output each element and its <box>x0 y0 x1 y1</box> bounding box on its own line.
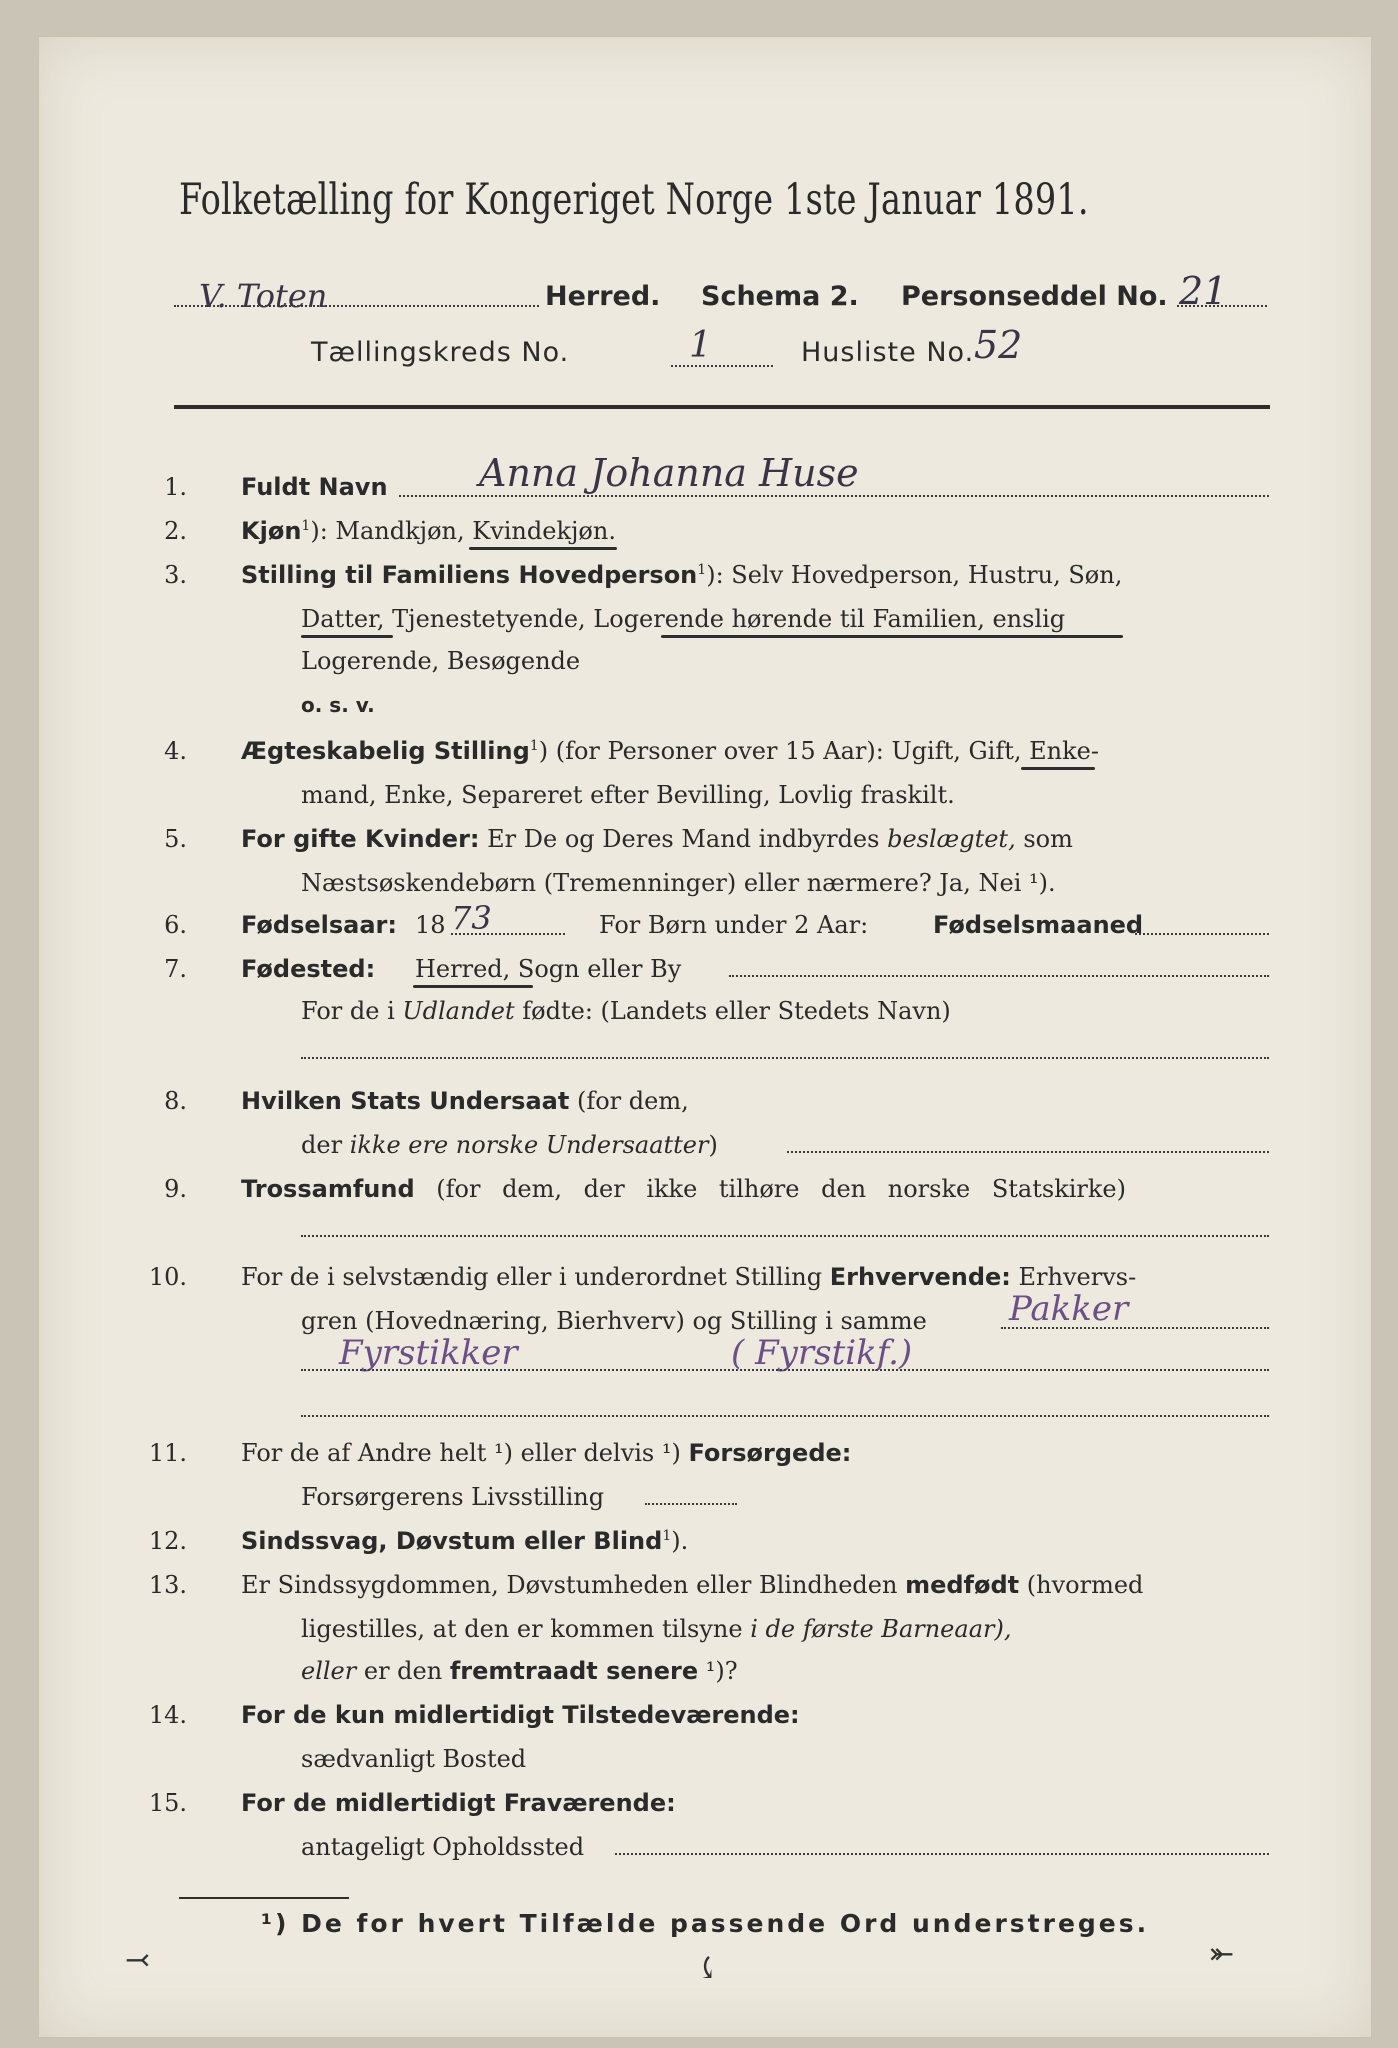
q8-line2a: der <box>301 1131 343 1159</box>
q11-number: 11. <box>148 1439 187 1467</box>
registration-mark-center: ⤹ <box>695 1951 721 1986</box>
q13-line1 <box>241 1571 1143 1599</box>
q12-number: 12. <box>148 1527 187 1555</box>
herred-value: V. Toten <box>199 277 328 315</box>
q5-line1a: Er De og Deres Mand indbyrdes <box>487 825 880 853</box>
q15-number: 15. <box>148 1789 187 1817</box>
personseddel-value: 21 <box>1179 269 1228 313</box>
taellingskreds-dotted-line <box>671 365 773 367</box>
q5-line1c: som <box>1023 825 1073 853</box>
q11-line2: Forsørgerens Livsstilling <box>301 1483 605 1511</box>
q3-footnote-ref: 1 <box>697 562 707 578</box>
q7-dotted-line <box>729 975 1269 977</box>
registration-mark-right: ⤜ <box>1209 1937 1235 1972</box>
q12-end: ). <box>671 1527 689 1555</box>
q10-dotted-line-1 <box>1001 1327 1269 1329</box>
q9-dotted-line <box>301 1235 1269 1237</box>
q12-line <box>241 1527 688 1555</box>
q10-line1 <box>241 1263 1136 1291</box>
q13-line1a: Er Sindssygdommen, Døvstumheden eller Blindheden <box>241 1571 898 1599</box>
q1-name-value: Anna Johanna Huse <box>479 451 859 495</box>
q3-label: Stilling til Familiens Hovedperson <box>241 561 698 589</box>
taellingskreds-value: 1 <box>689 325 712 366</box>
taellingskreds-label: Tællingskreds No. <box>311 337 570 368</box>
q13-line3c: fremtraadt senere <box>449 1657 699 1685</box>
q15-label: For de midlertidigt Fraværende: <box>241 1789 676 1817</box>
q6-year-dotted-line <box>451 933 565 935</box>
q7-label: Fødested: <box>241 955 376 983</box>
q10-line1c: Erhvervs- <box>1018 1263 1137 1291</box>
q13-line3d: ¹)? <box>705 1657 738 1685</box>
q3-line4: o. s. v. <box>301 693 375 717</box>
q5-line1b: beslægtet, <box>887 825 1016 853</box>
q3-underline-logerende <box>661 635 1123 638</box>
personseddel-label: Personseddel No. <box>901 281 1168 312</box>
q6-year-prefix: 18 <box>415 911 446 939</box>
q13-line2a: ligestilles, at den er kommen tilsyne <box>301 1615 743 1643</box>
q13-line1c: (hvormed <box>1026 1571 1144 1599</box>
q6-year-value: 73 <box>451 899 492 937</box>
q12-label: Sindssvag, Døvstum eller Blind <box>241 1527 663 1555</box>
q6-number: 6. <box>164 911 187 939</box>
q10-dotted-line-2 <box>301 1369 1269 1371</box>
footnote-rule <box>179 1897 349 1899</box>
q10-line1a: For de i selvstændig eller i underordnet Stilling <box>241 1263 823 1291</box>
q4-line1-text: ) (for Personer over 15 Aar): Ugift, Gift, Enke- <box>538 737 1099 765</box>
q13-line2b: i de første Barneaar), <box>750 1615 1012 1643</box>
q5-line1 <box>241 825 1073 853</box>
q1-dotted-line <box>399 495 1269 497</box>
q7-line2 <box>301 997 951 1025</box>
q7-line2a: For de i <box>301 997 395 1025</box>
q11-dotted-line <box>645 1503 737 1505</box>
q11-line1 <box>241 1439 851 1467</box>
q3-line2: Datter, Tjenestetyende, Logerende hørende til Familien, enslig <box>301 605 1066 633</box>
herred-label: Herred. <box>545 281 661 312</box>
q4-line2: mand, Enke, Separeret efter Bevilling, Lovlig fraskilt. <box>301 781 955 809</box>
q2-line <box>241 517 616 545</box>
q10-line1b: Erhvervende: <box>829 1263 1011 1291</box>
personseddel-dotted-line <box>1177 305 1267 307</box>
footnote-text: ¹) De for hvert Tilfælde passende Ord understreges. <box>261 1909 1150 1938</box>
form-title: Folketælling for Kongeriget Norge 1ste Januar 1891. <box>179 175 1089 225</box>
q10-dotted-line-3 <box>301 1415 1269 1417</box>
q14-line2: sædvanligt Bosted <box>301 1745 527 1773</box>
q3-number: 3. <box>164 561 187 589</box>
q2-label: Kjøn <box>241 517 302 545</box>
q9-number: 9. <box>164 1175 187 1203</box>
q8-line2c: ) <box>708 1131 718 1159</box>
q4-label: Ægteskabelig Stilling <box>241 737 530 765</box>
q3-line3: Logerende, Besøgende <box>301 647 581 675</box>
q6-label2: For Børn under 2 Aar: <box>599 911 869 939</box>
q13-line3a: eller <box>301 1657 357 1685</box>
husliste-label: Husliste No. <box>801 337 975 368</box>
q8-number: 8. <box>164 1087 187 1115</box>
q7-foreign-dotted-line <box>301 1057 1269 1059</box>
q12-footnote-ref: 1 <box>662 1528 672 1544</box>
q2-underline-kvindekjon <box>469 547 617 550</box>
q8-line2 <box>301 1131 718 1159</box>
husliste-value: 52 <box>974 323 1023 367</box>
q13-number: 13. <box>148 1571 187 1599</box>
q9-line1-text: (for dem, der ikke tilhøre den norske Statskirke) <box>436 1175 1126 1203</box>
q8-line1 <box>241 1087 689 1115</box>
q2-options: ): Mandkjøn, Kvindekjøn. <box>310 517 616 545</box>
schema-label: Schema 2. <box>701 281 859 312</box>
q6-label: Fødselsaar: <box>241 911 397 939</box>
q5-line2: Næstsøskendebørn (Tremenninger) eller nærmere? Ja, Nei ¹). <box>301 869 1056 897</box>
q7-options: Herred, Sogn eller By <box>415 955 682 983</box>
q9-label: Trossamfund <box>241 1175 415 1203</box>
q15-dotted-line <box>615 1853 1269 1855</box>
q3-line1 <box>241 561 1122 589</box>
q4-line1 <box>241 737 1099 765</box>
q8-dotted-line <box>787 1151 1269 1153</box>
census-form-sheet <box>38 36 1372 2038</box>
q8-line1-text: (for dem, <box>576 1087 689 1115</box>
q7-underline-herred <box>413 985 533 988</box>
herred-dotted-line <box>174 305 539 307</box>
q11-line1b: Forsørgede: <box>688 1439 852 1467</box>
q13-line2 <box>301 1615 1011 1643</box>
q8-label: Hvilken Stats Undersaat <box>241 1087 570 1115</box>
q10-value-industry: Fyrstikker <box>339 1333 518 1373</box>
q5-number: 5. <box>164 825 187 853</box>
q9-line1 <box>241 1175 1126 1203</box>
q4-underline-ugift <box>1021 767 1095 770</box>
q13-line3b: er den <box>363 1657 443 1685</box>
q3-line1-text: ): Selv Hovedperson, Hustru, Søn, <box>706 561 1123 589</box>
q10-value-occupation: Pakker <box>1009 1289 1129 1329</box>
q2-number: 2. <box>164 517 187 545</box>
q10-value-industry-abbrev: ( Fyrstikf.) <box>731 1333 913 1373</box>
q15-line2: antageligt Opholdssted <box>301 1833 585 1861</box>
q4-number: 4. <box>164 737 187 765</box>
q14-number: 14. <box>148 1701 187 1729</box>
q8-line2b: ikke ere norske Undersaatter <box>349 1131 709 1159</box>
q5-label: For gifte Kvinder: <box>241 825 480 853</box>
q1-number: 1. <box>164 473 187 501</box>
q14-label: For de kun midlertidigt Tilstedeværende: <box>241 1701 800 1729</box>
q13-line1b: medfødt <box>905 1571 1020 1599</box>
q11-line1a: For de af Andre helt ¹) eller delvis ¹) <box>241 1439 681 1467</box>
q1-label: Fuldt Navn <box>241 473 388 501</box>
q7-line2b: Udlandet <box>402 997 515 1025</box>
header-rule <box>174 405 1270 409</box>
q7-number: 7. <box>164 955 187 983</box>
registration-mark-left: ⤙ <box>125 1943 151 1978</box>
q10-number: 10. <box>148 1263 187 1291</box>
q6-label3: Fødselsmaaned <box>933 911 1144 939</box>
q4-footnote-ref: 1 <box>529 738 539 754</box>
q6-month-dotted-line <box>1135 933 1269 935</box>
q7-line2c: fødte: (Landets eller Stedets Navn) <box>522 997 951 1025</box>
q10-line2: gren (Hovednæring, Bierhverv) og Stilling i samme <box>301 1307 927 1335</box>
q2-footnote-ref: 1 <box>301 518 311 534</box>
q13-line3 <box>301 1657 738 1685</box>
q3-underline-datter <box>301 635 393 638</box>
